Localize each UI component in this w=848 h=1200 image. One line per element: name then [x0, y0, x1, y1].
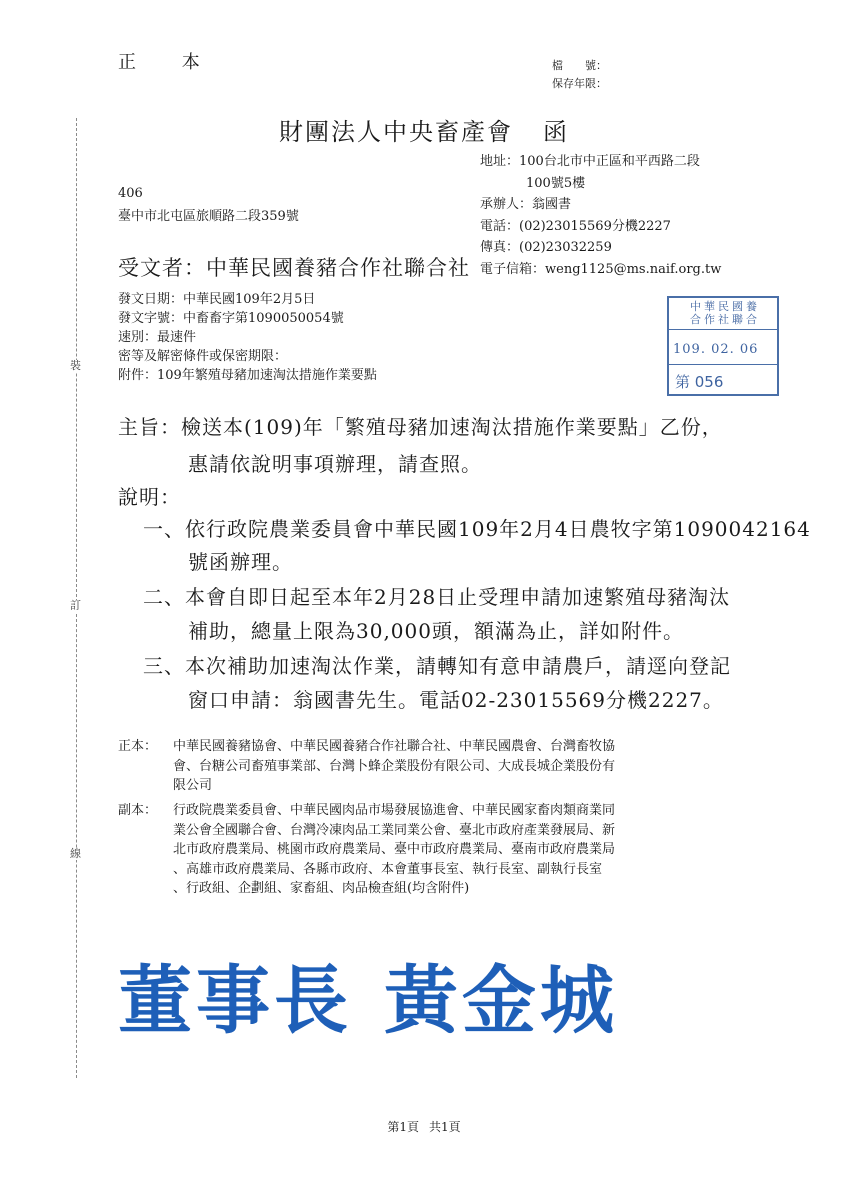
cc-line: 行政院農業委員會、中華民國肉品市場發展協進會、中華民國家畜肉類商業同 [173, 803, 616, 818]
main-copy-list [173, 737, 773, 796]
email: 電子信箱：weng1125@ms.naif.org.tw [480, 261, 722, 277]
stamp-divider [669, 329, 777, 330]
delivery-speed: 速別：最速件 [118, 330, 197, 345]
stamp-date: 109. 02. 06 [673, 342, 759, 357]
attachment: 附件：109年繁殖母豬加速淘汰措施作業要點 [118, 368, 377, 383]
distribution-main [118, 737, 798, 797]
received-stamp [667, 296, 779, 396]
sender-contact-block [480, 151, 721, 280]
explanation-item-3: 三、本次補助加速淘汰作業，請轉知有意申請農戶，請逕向登記 [143, 654, 731, 678]
cc-list [173, 801, 773, 899]
main-copy-label: 正本： [118, 739, 158, 754]
cc-line: 業公會全國聯合會、台灣冷凍肉品工業同業公會、臺北市政府產業發展局、新 [173, 822, 616, 838]
explanation-item-1: 一、依行政院農業委員會中華民國109年2月4日農牧字第1090042164 [143, 517, 811, 541]
cc-label: 副本： [118, 803, 158, 818]
stamp-org-line-2: 合作社聯合 [690, 313, 760, 326]
binding-mark-bottom: 線 [70, 847, 81, 860]
binding-mark-top: 裝 [70, 359, 81, 372]
explanation-item-2-cont: 補助，總量上限為30,000頭，額滿為止，詳如附件。 [188, 619, 684, 643]
explanation-item-3-cont: 窗口申請：翁國書先生。電話02-23015569分機2227。 [188, 688, 724, 712]
fax: 傳真：(02)23032259 [480, 240, 612, 255]
recipient-line: 受文者：中華民國養豬合作社聯合社 [118, 256, 470, 280]
page-footer [0, 1118, 848, 1135]
chairman-signature-seal [118, 942, 618, 1048]
signature-name: 黃金城 [384, 958, 618, 1044]
handler: 承辦人：翁國書 [480, 197, 572, 212]
stamp-divider [669, 364, 777, 365]
archive-number-label: 檔 號： [552, 59, 607, 72]
binding-mark-middle: 訂 [70, 599, 81, 612]
classification: 密等及解密條件或保密期限： [118, 349, 288, 364]
signature-title: 董事長 [118, 958, 352, 1044]
document-meta [118, 290, 377, 385]
stamp-number: 第 056 [675, 373, 724, 391]
main-copy-line: 中華民國養豬協會、中華民國養豬合作社聯合社、中華民國農會、台灣畜牧協 [173, 739, 616, 754]
subject-line-2: 惠請依說明事項辦理，請查照。 [188, 452, 482, 476]
receiver-zip: 406 [118, 186, 143, 201]
retention-period-label: 保存年限： [552, 77, 607, 90]
receiver-address: 臺中市北屯區旅順路二段359號 [118, 209, 299, 224]
issue-date: 發文日期：中華民國109年2月5日 [118, 292, 316, 307]
page-number: 第1頁 [387, 1120, 419, 1134]
archive-info [552, 57, 607, 93]
org-name: 財團法人中央畜產會 [279, 118, 513, 146]
explanation-label: 說明： [118, 485, 181, 509]
letterhead-title [0, 112, 848, 147]
subject-line-1: 主旨：檢送本(109)年「繁殖母豬加速淘汰措施作業要點」乙份， [118, 415, 723, 439]
main-copy-line: 會、台糖公司畜殖事業部、台灣卜蜂企業股份有限公司、大成長城企業股份有 [173, 758, 616, 774]
cc-line: 、行政組、企劃組、家畜組、肉品檢查組(均含附件) [173, 881, 470, 896]
doc-type: 函 [543, 118, 569, 146]
binding-margin-line [76, 118, 77, 1078]
copy-type-label: 正 本 [118, 52, 220, 73]
stamp-org-line-1: 中華民國養 [690, 300, 760, 313]
phone: 電話：(02)23015569分機2227 [480, 218, 671, 234]
sender-address-cont: 100號5樓 [526, 175, 586, 191]
document-number: 發文字號：中畜畜字第1090050054號 [118, 311, 344, 326]
page-total: 共1頁 [429, 1120, 461, 1134]
main-copy-line: 限公司 [173, 778, 213, 793]
cc-line: 北市政府農業局、桃園市政府農業局、臺中市政府農業局、臺南市政府農業局 [173, 842, 616, 857]
distribution-cc [118, 801, 798, 901]
sender-address: 地址：100台北市中正區和平西路二段 [480, 154, 700, 169]
explanation-item-2: 二、本會自即日起至本年2月28日止受理申請加速繁殖母豬淘汰 [143, 585, 731, 609]
cc-line: 、高雄市政府農業局、各縣市政府、本會董事長室、執行長室、副執行長室 [173, 861, 603, 877]
explanation-item-1-cont: 號函辦理。 [188, 550, 293, 574]
